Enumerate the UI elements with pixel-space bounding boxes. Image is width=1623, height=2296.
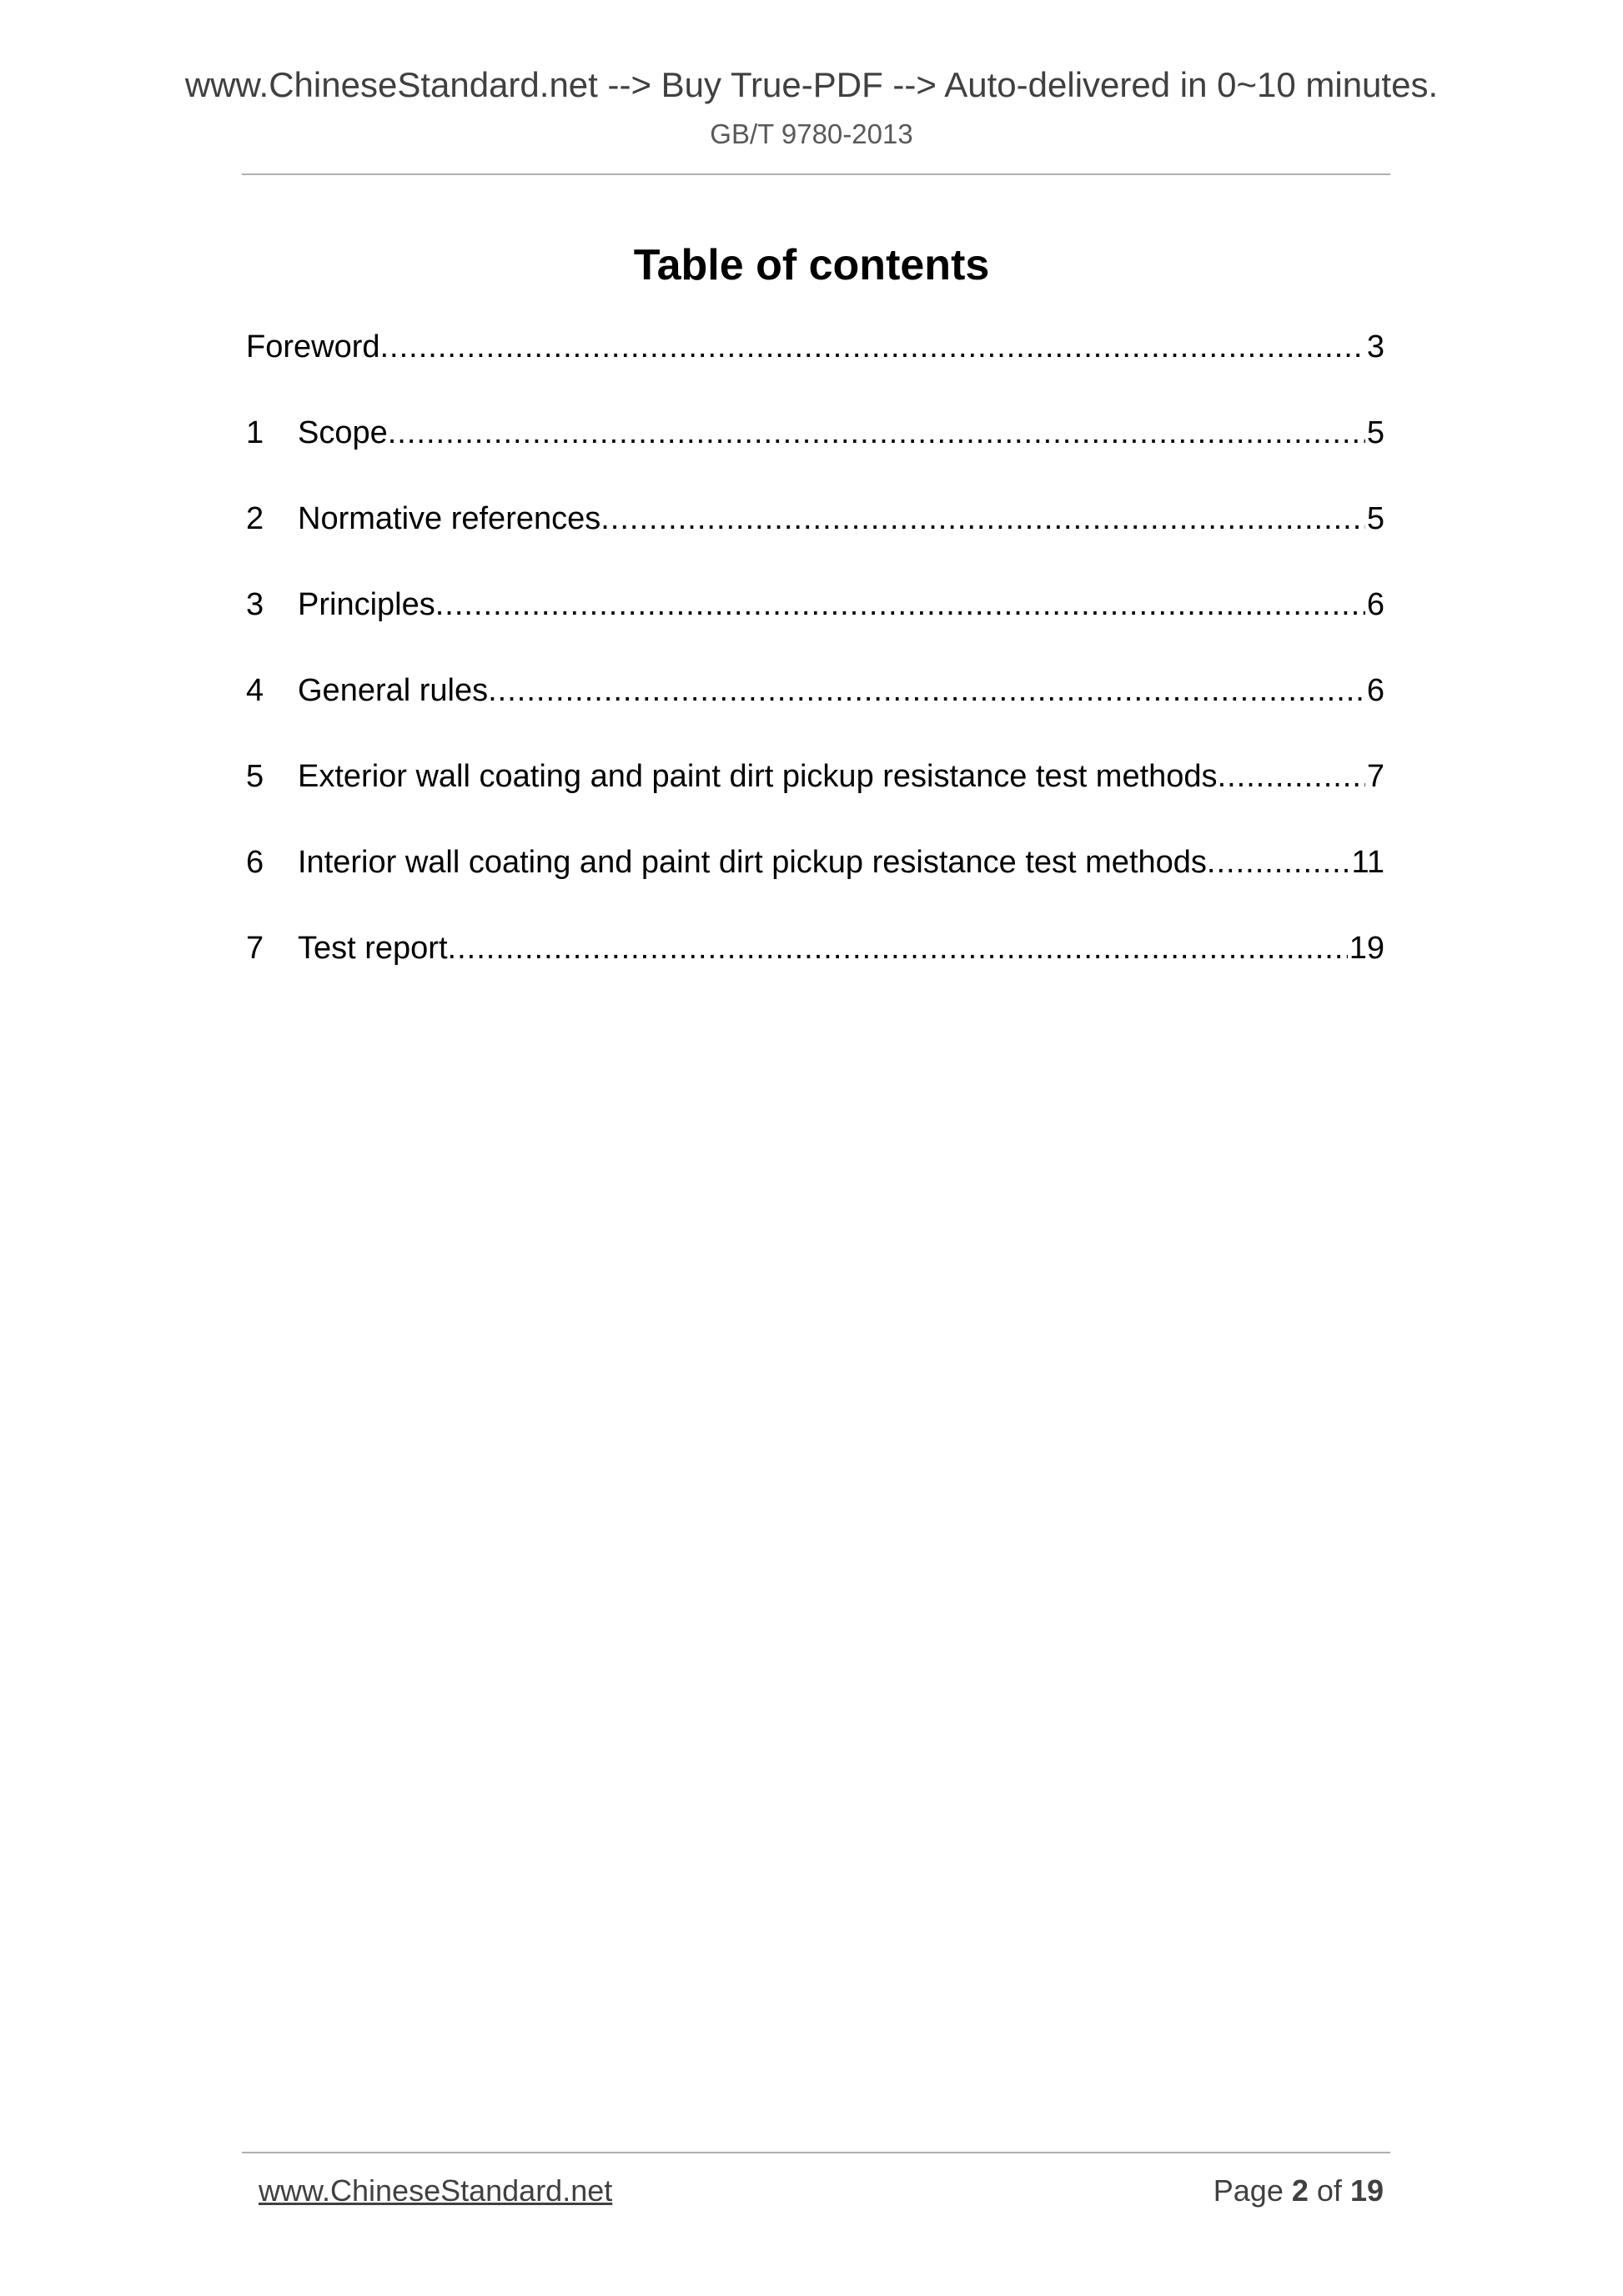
toc-entry-foreword[interactable] xyxy=(246,329,1384,415)
toc-leader-dots xyxy=(488,673,1365,709)
toc-leader-dots xyxy=(380,329,1365,365)
toc-entry-page: 11 xyxy=(1351,845,1384,880)
header-site-line: www.ChineseStandard.net --> Buy True-PDF --> Auto-delivered in 0~10 minutes. xyxy=(184,65,1439,104)
footer-page-indicator xyxy=(1213,2173,1384,2208)
toc-entry-label: Scope xyxy=(298,415,388,450)
toc-entry-number: 6 xyxy=(246,845,264,880)
toc-entry-scope[interactable] xyxy=(246,415,1384,501)
current-page-number: 2 xyxy=(1291,2173,1309,2208)
toc-entry-label: Normative references xyxy=(298,501,601,536)
toc-entry-number: 7 xyxy=(246,931,264,966)
toc-entry-exterior-wall-methods[interactable] xyxy=(246,759,1384,845)
toc-leader-dots xyxy=(1207,845,1350,881)
toc-leader-dots xyxy=(388,415,1365,451)
page-of: of xyxy=(1316,2173,1342,2208)
toc-entry-normative-references[interactable] xyxy=(246,501,1384,587)
toc-entry-number: 4 xyxy=(246,673,264,708)
toc-entry-label: Exterior wall coating and paint dirt pickup resistance test methods xyxy=(298,759,1218,794)
toc-entry-number: 2 xyxy=(246,501,264,536)
footer-site-link[interactable]: www.ChineseStandard.net xyxy=(259,2173,613,2208)
toc-entry-label: General rules xyxy=(298,673,489,708)
toc-entry-interior-wall-methods[interactable] xyxy=(246,845,1384,931)
toc-entry-number: 3 xyxy=(246,587,264,622)
toc-entry-page: 19 xyxy=(1349,931,1384,966)
toc-entry-page: 3 xyxy=(1366,329,1384,364)
toc-leader-dots xyxy=(1218,759,1365,795)
toc-entry-page: 5 xyxy=(1366,415,1384,450)
toc-entry-page: 7 xyxy=(1366,759,1384,794)
header-standard-code: GB/T 9780-2013 xyxy=(710,118,913,149)
toc-leader-dots xyxy=(435,587,1365,623)
toc-leader-dots xyxy=(600,501,1365,537)
page-title: Table of contents xyxy=(633,241,990,289)
toc-entry-label: Principles xyxy=(298,587,435,622)
toc-entry-label: Foreword xyxy=(246,329,380,364)
toc-entry-page: 6 xyxy=(1366,587,1384,622)
toc-leader-dots xyxy=(448,931,1348,967)
footer-divider xyxy=(242,2152,1390,2153)
total-page-count: 19 xyxy=(1349,2173,1384,2208)
toc-entry-principles[interactable] xyxy=(246,587,1384,673)
header-divider xyxy=(242,173,1390,175)
page-prefix: Page xyxy=(1213,2173,1284,2208)
toc-entry-page: 6 xyxy=(1366,673,1384,708)
toc-entry-test-report[interactable] xyxy=(246,931,1384,1017)
toc-entry-page: 5 xyxy=(1366,501,1384,536)
toc-entry-number: 1 xyxy=(246,415,264,450)
toc-entry-number: 5 xyxy=(246,759,264,794)
toc-entry-label: Test report xyxy=(298,931,448,966)
table-of-contents xyxy=(246,329,1384,1017)
toc-entry-general-rules[interactable] xyxy=(246,673,1384,759)
toc-entry-label: Interior wall coating and paint dirt pickup resistance test methods xyxy=(298,845,1207,880)
